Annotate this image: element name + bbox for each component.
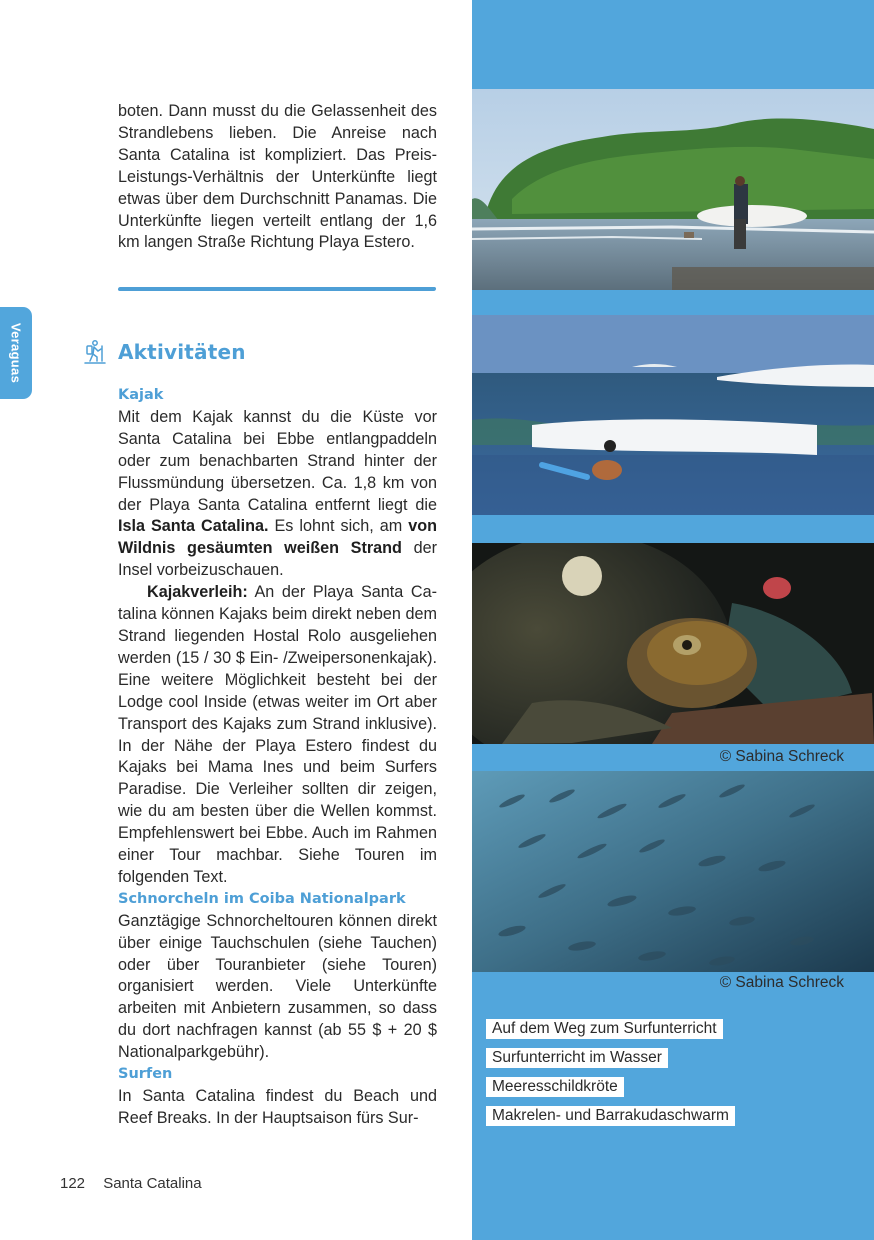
caption-4: Makrelen- und Barrakudaschwarm: [486, 1106, 735, 1126]
subheading-kajak: Kajak: [118, 387, 164, 403]
activities-body: [118, 385, 437, 1130]
caption-2: Surfunterricht im Wasser: [486, 1048, 668, 1068]
text-run: Es lohnt sich, am: [268, 517, 409, 536]
photo-captions: [486, 1019, 735, 1135]
section-divider: [118, 287, 437, 291]
section-title: Aktivitäten: [118, 340, 246, 364]
caption-3: Meeresschildkröte: [486, 1077, 624, 1097]
chapter-name: Santa Catalina: [103, 1175, 202, 1192]
page-footer: [60, 1175, 202, 1192]
photo-surfer-waves: [472, 315, 874, 515]
photo-credit: © Sabina Schreck: [719, 748, 844, 765]
schnorcheln-paragraph: Ganztägige Schnorcheltouren können direkt über einige Tauchschulen (siehe Tauchen) oder über Touranbieter (siehe Touren) organisiert werden. Viele Unterkünfte arbeiten mit Anbietern zusammen, so dass du dort nachfragen kannst (ab 55 $ + 20 $ Nationalparkgebühr).: [118, 911, 437, 1062]
page-number: 122: [60, 1175, 86, 1192]
bold-kajakverleih-label: Kajakverleih:: [147, 583, 248, 602]
subheading-schnorcheln: Schnorcheln im Coiba Nationalpark: [118, 890, 406, 907]
region-label: Veraguas: [8, 322, 24, 384]
kajak-paragraph: [118, 407, 437, 582]
photo-credit: © Sabina Schreck: [719, 974, 844, 991]
hiker-icon: [84, 340, 106, 364]
intro-text: boten. Dann musst du die Gelassenheit des Strandlebens lieben. Die Anreise nach Santa Catalina ist kompliziert. Das Preis-Leistungs-Verhältnis der Unterkünfte liegt etwas über dem Durchschnitt Panamas. Die Unterkünfte liegen verteilt entlang der 1,6 km langen Straße Richtung Playa Estero.: [118, 102, 437, 252]
text-run: der Insel vorbeizuschauen.: [118, 539, 437, 580]
photo-fish-swarm: [472, 771, 874, 972]
text-run: An der Playa Santa Catalina können Kajaks beim direkt neben dem Strand liegenden Hostal Rolo ausgeliehen werden (15 / 30 $ Ein- /Zweipersonenkajak). Eine weitere Möglichkeit besteht bei der Lodge cool Inside (etwas weiter im Ort aber Transport des Kajaks zum Strand inklusive). In der Nähe der Playa Estero findest du Kajaks bei Mama Ines und beim Surfers Paradise. Die Verleiher sollten dir zeigen, wie du am besten über die Wellen kommst. Empfehlenswert bei Ebbe. Auch im Rahmen einer Tour machbar. Siehe Touren im folgenden Text.: [118, 583, 437, 886]
section-heading: [84, 337, 246, 367]
bold-island-name: Isla Santa Catalina.: [118, 517, 269, 536]
text-run: Mit dem Kajak kannst du die Küste vor Santa Catalina bei Ebbe entlangpaddeln oder zum benachbarten Strand hinter der Flussmündung übersetzen. Ca. 1,8 km von der Playa Santa Catalina entfernt liegt die: [118, 407, 437, 514]
photo-panel: [472, 0, 874, 1240]
intro-paragraph: [118, 101, 437, 254]
kajakverleih-paragraph: [118, 582, 437, 889]
region-side-tab: [0, 307, 32, 399]
photo-sea-turtle: [472, 543, 874, 744]
subheading-surfen: Surfen: [118, 1066, 173, 1083]
caption-1: Auf dem Weg zum Surfunterricht: [486, 1019, 723, 1039]
surfen-paragraph: In Santa Catalina findest du Beach und Reef Breaks. In der Hauptsaison fürs Sur-: [118, 1087, 437, 1127]
bold-beach-description: von Wildnis gesäumten weißen Strand: [118, 517, 437, 558]
photo-beach-surfer: [472, 89, 874, 290]
